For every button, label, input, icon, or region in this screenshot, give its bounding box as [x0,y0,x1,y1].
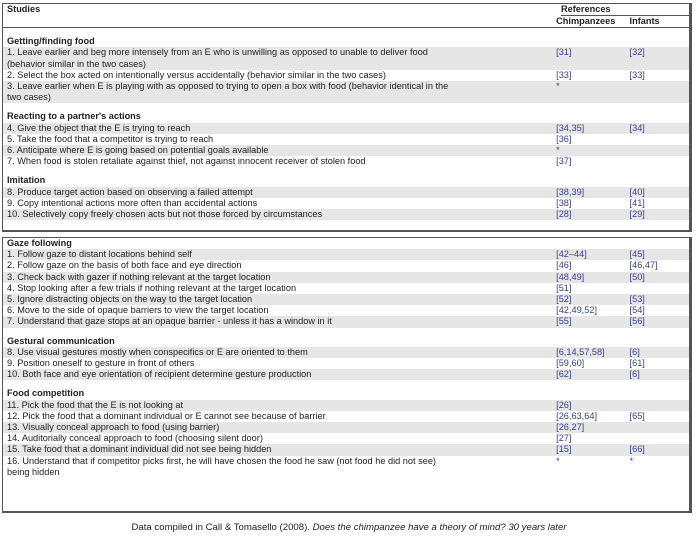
table-row [3,47,689,69]
study-text: 5. Take the food that a competitor is trying to reach [7,133,214,144]
table-row [3,260,689,271]
infant-reference: [50] [629,271,645,282]
study-cell [3,369,556,380]
chimpanzee-reference: * [556,145,560,156]
section-spacer [3,28,689,36]
section-header-row [3,336,689,347]
study-cell [3,209,556,220]
study-cell [3,283,556,294]
study-text: 12. Pick the food that a dominant individual or E cannot see because of barrier [7,410,326,421]
header-spacer [3,16,556,29]
infant-reference: [32] [629,47,645,58]
study-text: 3. Leave earlier when E is playing with as opposed to trying to open a box with food (behavior identical in the [7,81,449,92]
section-title: Gestural communication [7,335,115,346]
infant-reference: [65] [629,410,645,421]
infant-reference: [54] [629,305,645,316]
infant-reference: [66] [629,444,645,455]
chimpanzee-reference: [38,39] [556,186,585,197]
infant-reference [626,433,689,444]
section-spacer [3,167,689,175]
chimpanzee-reference: [37] [556,156,572,167]
section-title: Imitation [7,175,46,186]
chimpanzee-reference: [34,35] [556,122,585,133]
chimpanzee-reference: * [556,455,560,466]
study-text: 10. Both face and eye orientation of recipient determine gesture production [7,369,312,380]
study-cell [3,249,556,260]
study-cell [3,294,556,305]
infant-reference: [46,47] [629,260,658,271]
section-spacer [3,380,689,388]
chimpanzee-reference: [42,49,52] [556,305,598,316]
table-row [3,444,689,455]
chimpanzee-reference: [6,14,57,58] [556,346,605,357]
table-row [3,400,689,411]
header-infants: Infants [629,16,660,27]
section-title: Food competition [7,388,85,399]
chimpanzee-reference: [15] [556,444,572,455]
table-row [3,145,689,156]
table-lower [2,237,692,513]
study-text: 11. Pick the food that the E is not looking at [7,399,184,410]
study-text: 4. Stop looking after a few trials if nothing relevant at the target location [7,282,297,293]
chimpanzee-reference: [27] [556,433,572,444]
study-text: 6. Move to the side of opaque barriers to view the target location [7,305,269,316]
caption-title: Does the chimpanzee have a theory of mind? 30 years later [312,522,567,533]
chimpanzee-reference: [55] [556,316,572,327]
chimpanzee-reference: [33] [556,69,572,80]
study-cell [3,456,556,478]
study-cell [3,134,556,145]
table-row [3,411,689,422]
study-text: 1. Follow gaze to distant locations behind self [7,249,192,260]
study-text: 14. Auditorially conceal approach to food (choosing silent door) [7,433,263,444]
study-text-continued: (behavior similar in the two cases) [7,58,146,69]
infant-reference [626,145,689,156]
table-row [3,358,689,369]
infant-reference: [6] [629,346,640,357]
caption [0,522,698,533]
chimpanzee-reference: [26] [556,399,572,410]
infant-reference: [45] [629,249,645,260]
section-header-row [3,36,689,47]
table-row [3,272,689,283]
infant-reference: * [629,455,634,466]
study-cell [3,444,556,455]
section-title: Gaze following [7,238,72,248]
study-cell [3,422,556,433]
chimpanzee-reference: [42–44] [556,249,587,260]
study-cell [3,316,556,327]
study-text: 2. Select the box acted on intentionally versus accidentally (behavior similar in the two cases) [7,69,386,80]
chimpanzee-reference: [51] [556,282,572,293]
chimpanzee-reference: [28] [556,209,572,220]
header-row-1 [3,4,689,16]
infant-reference: [61] [629,358,645,369]
table-row [3,123,689,134]
study-text: 16. Understand that if competitor picks first, he will have chosen the food he saw (not food he did not see) [7,455,436,466]
chimpanzee-reference: [26,27] [556,422,585,433]
study-cell [3,400,556,411]
study-cell [3,187,556,198]
section-header-row [3,111,689,122]
study-cell [3,433,556,444]
study-text: 5. Ignore distracting objects on the way to the target location [7,294,253,305]
section-header-row [3,238,689,249]
chimpanzee-reference: [38] [556,197,572,208]
study-text: 8. Produce target action based on observing a failed attempt [7,186,253,197]
study-cell [3,272,556,283]
table-lower-body [3,238,689,478]
study-cell [3,123,556,134]
table-row [3,316,689,327]
infant-reference [626,422,689,433]
table-row [3,422,689,433]
study-text-continued: two cases) [7,92,51,103]
table-row [3,305,689,316]
study-text: 7. Understand that gaze stops at an opaque barrier - unless it has a window in it [7,316,332,327]
study-cell [3,198,556,209]
infant-reference [626,134,689,145]
chimpanzee-reference: [46] [556,260,572,271]
infant-reference: [41] [629,197,645,208]
study-text: 9. Position oneself to gesture in front of others [7,358,195,369]
study-text: 6. Anticipate where E is going based on potential goals available [7,145,269,156]
table-row [3,134,689,145]
table-row [3,198,689,209]
study-text: 8. Use visual gestures mostly when conspecifics or E are oriented to them [7,346,308,357]
chimpanzee-reference: [31] [556,47,572,58]
header-references: References [561,4,689,16]
study-cell [3,81,556,103]
study-cell [3,411,556,422]
chimpanzee-reference: * [556,81,560,92]
study-cell [3,70,556,81]
table-row [3,283,689,294]
table-row [3,209,689,220]
section-title: Getting/finding food [7,36,95,47]
infant-reference: [56] [629,316,645,327]
infant-reference: [29] [629,209,645,220]
infant-reference: [53] [629,294,645,305]
chimpanzee-reference: [26,63,64] [556,410,598,421]
section-title: Reacting to a partner's actions [7,111,141,122]
header-row-2 [3,16,689,29]
table-row [3,294,689,305]
table-row [3,81,689,103]
infant-reference: [6] [629,369,640,380]
study-text: 3. Check back with gazer if nothing relevant at the target location [7,271,271,282]
chimpanzee-reference: [62] [556,369,572,380]
study-cell [3,47,556,69]
chimpanzee-reference: [36] [556,133,572,144]
section-header-row [3,388,689,399]
header-chimpanzees: Chimpanzees [556,16,616,27]
table-row [3,249,689,260]
infant-reference [626,156,689,167]
table-row [3,456,689,478]
table-row [3,70,689,81]
infant-reference [626,81,689,103]
table-row [3,156,689,167]
infant-reference: [33] [629,69,645,80]
study-cell [3,305,556,316]
study-text-continued: being hidden [7,466,60,477]
table-row [3,187,689,198]
study-cell [3,156,556,167]
infant-reference [626,400,689,411]
study-cell [3,260,556,271]
chimpanzee-reference: [59,60] [556,358,585,369]
section-spacer [3,103,689,111]
study-text: 4. Give the object that the E is trying to reach [7,122,191,133]
chimpanzee-reference: [48,49] [556,271,585,282]
table-row [3,347,689,358]
caption-prefix: Data compiled in Call & Tomasello (2008). [131,522,313,533]
infant-reference: [40] [629,186,645,197]
table-row [3,369,689,380]
study-text: 1. Leave earlier and beg more intensely from an E who is unwilling as opposed to unable to deliver food [7,47,428,58]
infant-reference [626,283,689,294]
table-upper [2,3,692,232]
study-cell [3,145,556,156]
chimpanzee-reference: [52] [556,294,572,305]
header-studies: Studies [7,4,41,14]
study-cell [3,358,556,369]
infant-reference: [34] [629,122,645,133]
study-text: 9. Copy intentional actions more often than accidental actions [7,197,258,208]
section-header-row [3,175,689,186]
study-text: 7. When food is stolen retaliate against thief, not against innocent receiver of stolen food [7,156,366,167]
study-text: 2. Follow gaze on the basis of both face and eye direction [7,260,242,271]
table-row [3,433,689,444]
table-upper-body [3,28,689,220]
section-spacer [3,328,689,336]
study-cell [3,347,556,358]
study-text: 13. Visually conceal approach to food (using barrier) [7,422,220,433]
study-text: 10. Selectively copy freely chosen acts but not those forced by circumstances [7,209,323,220]
study-text: 15. Take food that a dominant individual did not see being hidden [7,444,272,455]
